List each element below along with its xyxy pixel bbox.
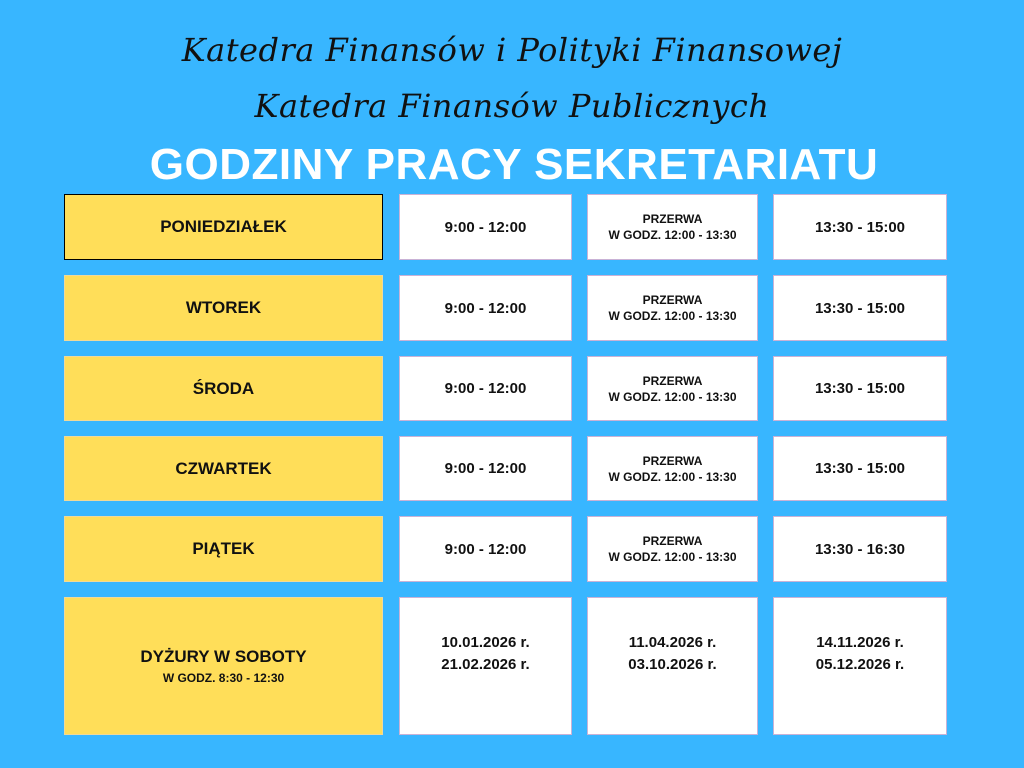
break-label: PRZERWA <box>642 293 703 307</box>
afternoon-hours-wednesday: 13:30 - 15:00 <box>773 356 947 421</box>
break-cell-wednesday <box>587 356 758 421</box>
day-cell-friday: PIĄTEK <box>64 516 383 582</box>
saturday-date: 21.02.2026 r. <box>441 656 530 673</box>
break-cell-friday <box>587 516 758 582</box>
afternoon-hours-friday: 13:30 - 16:30 <box>773 516 947 582</box>
saturday-date: 03.10.2026 r. <box>628 656 717 673</box>
morning-hours-wednesday: 9:00 - 12:00 <box>399 356 572 421</box>
day-cell-tuesday: WTOREK <box>64 275 383 341</box>
saturday-dates-cell-1 <box>399 597 572 735</box>
break-hours: W GODZ. 12:00 - 13:30 <box>608 389 737 404</box>
morning-hours-monday: 9:00 - 12:00 <box>399 194 572 260</box>
saturday-date: 05.12.2026 r. <box>815 656 905 673</box>
saturday-dates-cell-2 <box>587 597 758 735</box>
page-title: GODZINY PRACY SEKRETARIATU <box>149 140 879 189</box>
day-cell-thursday: CZWARTEK <box>64 436 383 501</box>
break-hours: W GODZ. 12:00 - 13:30 <box>608 550 737 564</box>
break-hours: W GODZ. 12:00 - 13:30 <box>608 469 737 484</box>
saturday-date: 10.01.2026 r. <box>441 634 530 651</box>
break-label: PRZERWA <box>642 373 703 388</box>
saturday-duty-hours: W GODZ. 8:30 - 12:30 <box>162 671 285 685</box>
saturday-duty-label: DYŻURY W SOBOTY <box>140 647 307 666</box>
department-name-1: Katedra Finansów i Polityki Finansowej <box>181 31 843 69</box>
break-cell-monday <box>587 194 758 260</box>
break-label: PRZERWA <box>642 534 703 548</box>
break-cell-thursday <box>587 436 758 501</box>
saturday-dates-cell-3 <box>773 597 947 735</box>
saturday-date: 14.11.2026 r. <box>816 634 904 651</box>
department-name-2: Katedra Finansów Publicznych <box>254 87 770 125</box>
morning-hours-friday: 9:00 - 12:00 <box>399 516 572 582</box>
saturday-date: 11.04.2026 r. <box>628 634 717 651</box>
day-cell-monday: PONIEDZIAŁEK <box>64 194 383 260</box>
afternoon-hours-thursday: 13:30 - 15:00 <box>773 436 947 501</box>
day-cell-wednesday: ŚRODA <box>64 356 383 421</box>
break-hours: W GODZ. 12:00 - 13:30 <box>608 228 737 242</box>
break-hours: W GODZ. 12:00 - 13:30 <box>608 309 737 323</box>
break-label: PRZERWA <box>642 212 703 226</box>
afternoon-hours-tuesday: 13:30 - 15:00 <box>773 275 947 341</box>
morning-hours-tuesday: 9:00 - 12:00 <box>399 275 572 341</box>
morning-hours-thursday: 9:00 - 12:00 <box>399 436 572 501</box>
day-cell-saturday-duty <box>64 597 383 735</box>
break-label: PRZERWA <box>642 453 703 468</box>
afternoon-hours-monday: 13:30 - 15:00 <box>773 194 947 260</box>
break-cell-tuesday <box>587 275 758 341</box>
